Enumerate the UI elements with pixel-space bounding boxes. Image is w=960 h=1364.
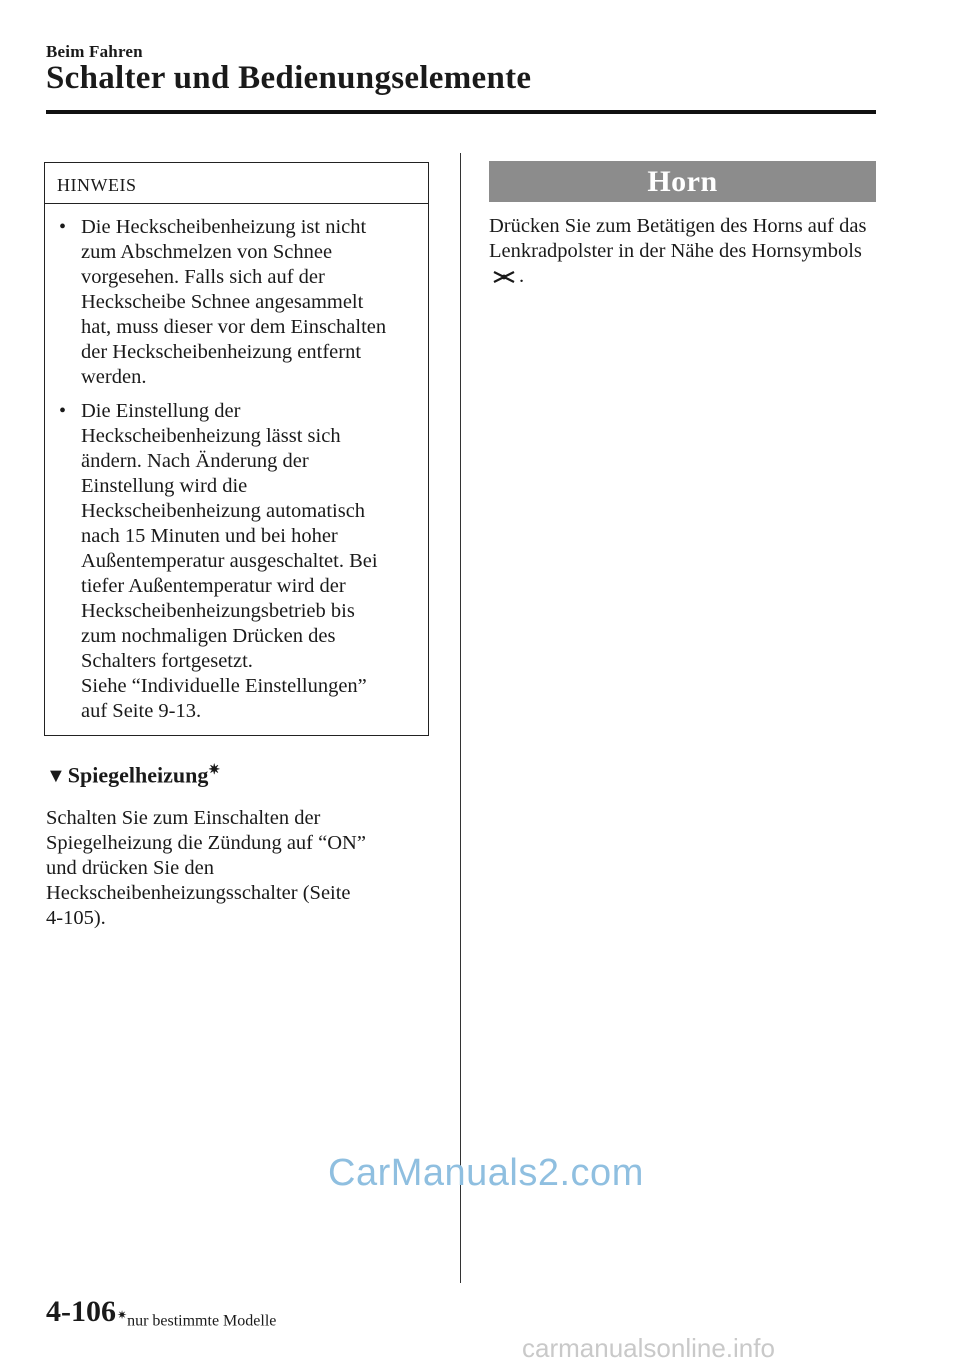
bullet-icon: • xyxy=(59,400,67,422)
mirror-heading-text: Spiegelheizung xyxy=(67,762,209,788)
mirror-heating-body: Schalten Sie zum Einschalten der Spiegelheizung die Zündung auf “ON” und drücken Sie den Heckscheibenheizungsschalter (Seite 4-105). xyxy=(46,807,366,929)
horn-body-end: . xyxy=(519,265,525,287)
note-box xyxy=(44,162,429,736)
watermark-carmanuals2: CarManuals2.com xyxy=(328,1152,644,1194)
note-item-text: Die Heckscheibenheizung ist nicht zum Abschmelzen von Schnee vorgesehen. Falls sich auf der Heckscheibe Schnee angesammelt hat, muss dieser vor dem Einschalten der Heckscheibenheizung entfernt werden. xyxy=(81,216,387,388)
horn-icon xyxy=(493,267,515,292)
section-title: Schalter und Bedienungselemente xyxy=(46,60,532,96)
section-label: Beim Fahren xyxy=(46,42,143,61)
header-rule xyxy=(46,110,876,114)
note-item-text: Die Einstellung der Heckscheibenheizung lässt sich ändern. Nach Änderung der Einstellung wird die Heckscheibenheizung automatisch nach 15 Minuten und bei hoher Außentemperatur ausgeschaltet. Bei tiefer Außentemperatur wird der Heckscheibenheizungsbetrieb bis zum nochmaligen Drücken des Schalters fortgesetzt. Siehe “Individuelle Einstellungen” auf Seite 9-13. xyxy=(81,400,378,722)
watermark-carmanualsonline: carmanualsonline.info xyxy=(522,1333,775,1363)
note-list xyxy=(45,215,428,733)
star-icon: ✷ xyxy=(117,1308,128,1322)
star-icon: ✷ xyxy=(208,763,221,778)
mirror-heating-heading xyxy=(46,762,220,788)
horn-title-band: Horn xyxy=(489,161,876,202)
note-rule xyxy=(45,203,428,204)
note-item xyxy=(45,215,428,390)
triangle-down-icon: ▼ xyxy=(46,765,66,788)
footnote-text: nur bestimmte Modelle xyxy=(127,1312,277,1330)
footnote xyxy=(117,1308,276,1330)
column-divider xyxy=(460,153,461,1283)
horn-body xyxy=(489,214,884,292)
note-title: HINWEIS xyxy=(57,175,137,195)
horn-body-text: Drücken Sie zum Betätigen des Horns auf das Lenkradpolster in der Nähe des Hornsymbols xyxy=(489,215,867,262)
note-item xyxy=(45,399,428,724)
page-number: 4-106 xyxy=(46,1295,116,1328)
bullet-icon: • xyxy=(59,216,67,238)
